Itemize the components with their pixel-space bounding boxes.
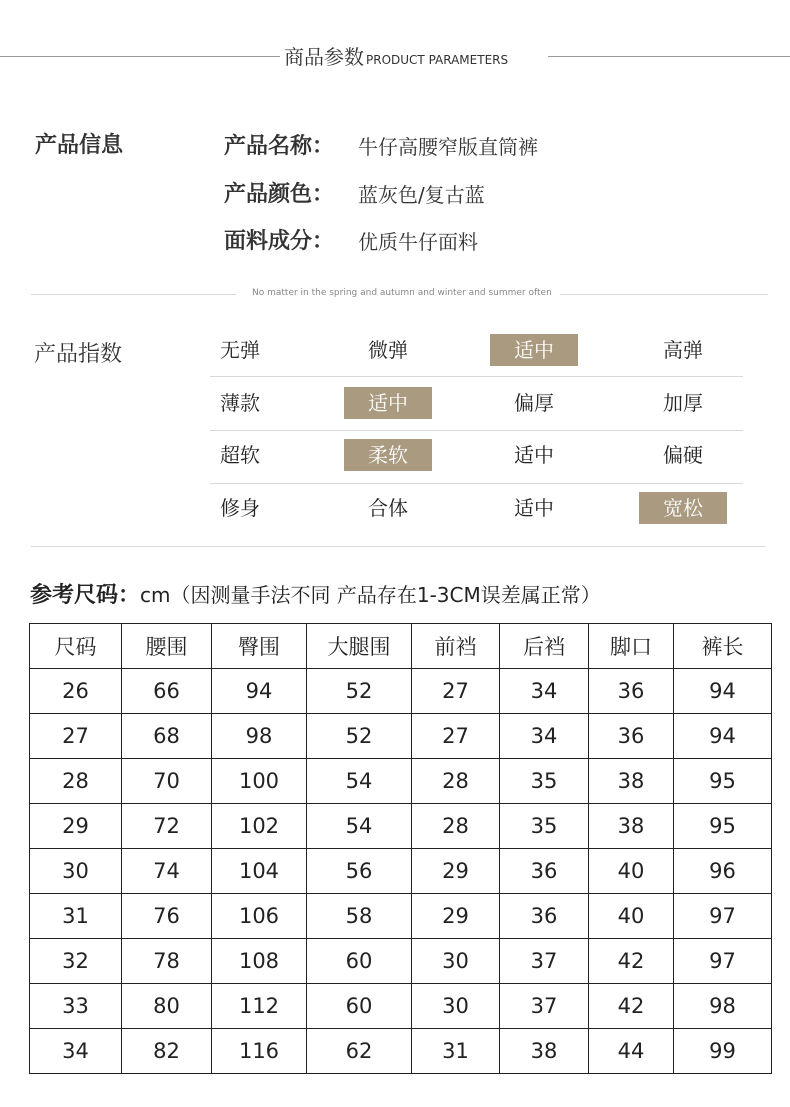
info-value-color: 蓝灰色/复古蓝: [358, 183, 485, 207]
size-table-cell: 98: [674, 984, 772, 1029]
size-table-cell: 31: [30, 894, 122, 939]
size-table-header-cell: 腰围: [122, 624, 212, 669]
index-option: 偏厚: [514, 391, 554, 415]
index-option-selected: 宽松: [639, 492, 727, 524]
index-option-selected: 柔软: [344, 439, 432, 471]
size-table-cell: 27: [412, 714, 500, 759]
index-row-separator: [210, 483, 743, 484]
size-table-cell: 26: [30, 669, 122, 714]
index-option: 无弹: [220, 338, 260, 362]
table-row: [30, 894, 772, 939]
info-label-color: 产品颜色：: [224, 182, 335, 207]
index-option-selected: 适中: [344, 387, 432, 419]
size-table-cell: 27: [412, 669, 500, 714]
size-table-cell: 60: [307, 984, 412, 1029]
index-bottom-rule: [31, 546, 765, 547]
size-table-header: [30, 624, 772, 669]
size-table-header-cell: 尺码: [30, 624, 122, 669]
size-table-cell: 38: [589, 759, 674, 804]
size-table-cell: 33: [30, 984, 122, 1029]
size-table-cell: 60: [307, 939, 412, 984]
size-table-cell: 80: [122, 984, 212, 1029]
size-table-cell: 95: [674, 759, 772, 804]
divider-left: [31, 294, 236, 295]
size-table-cell: 44: [589, 1029, 674, 1074]
size-table-cell: 28: [412, 804, 500, 849]
index-option: 加厚: [663, 391, 703, 415]
size-table-cell: 96: [674, 849, 772, 894]
size-table-cell: 70: [122, 759, 212, 804]
size-table-cell: 52: [307, 669, 412, 714]
size-table-cell: 54: [307, 804, 412, 849]
size-table-cell: 58: [307, 894, 412, 939]
table-row: [30, 759, 772, 804]
size-table-cell: 66: [122, 669, 212, 714]
size-table-cell: 29: [30, 804, 122, 849]
index-option: 适中: [514, 443, 554, 467]
size-table-header-cell: 裤长: [674, 624, 772, 669]
index-option: 合体: [368, 496, 408, 520]
size-table-cell: 74: [122, 849, 212, 894]
size-title: [30, 578, 601, 609]
size-title-note: cm（因测量手法不同 产品存在1-3CM误差属正常）: [140, 583, 601, 607]
size-table-cell: 97: [674, 939, 772, 984]
index-option: 高弹: [663, 338, 703, 362]
size-table-cell: 30: [412, 984, 500, 1029]
table-row: [30, 849, 772, 894]
size-table-cell: 36: [589, 669, 674, 714]
size-table-cell: 100: [212, 759, 307, 804]
size-table-cell: 34: [500, 669, 589, 714]
size-table-cell: 31: [412, 1029, 500, 1074]
size-table-cell: 40: [589, 849, 674, 894]
info-section-title: 产品信息: [35, 133, 124, 158]
size-table-header-cell: 臀围: [212, 624, 307, 669]
size-table-cell: 36: [500, 849, 589, 894]
size-table-cell: 102: [212, 804, 307, 849]
size-table-cell: 98: [212, 714, 307, 759]
size-table-cell: 29: [412, 894, 500, 939]
index-option: 微弹: [368, 338, 408, 362]
size-table-cell: 42: [589, 939, 674, 984]
size-title-label: 参考尺码：: [30, 583, 141, 608]
header-title-cn: 商品参数: [284, 45, 364, 69]
info-value-name: 牛仔高腰窄版直筒裤: [358, 135, 538, 159]
divider-text: No matter in the spring and autumn and winter and summer often: [252, 288, 552, 298]
table-row: [30, 669, 772, 714]
index-option: 适中: [514, 496, 554, 520]
index-row-separator: [210, 376, 743, 377]
size-table-cell: 38: [589, 804, 674, 849]
index-option: 偏硬: [663, 443, 703, 467]
size-table-cell: 78: [122, 939, 212, 984]
size-table-cell: 82: [122, 1029, 212, 1074]
size-table-cell: 36: [589, 714, 674, 759]
size-table-cell: 106: [212, 894, 307, 939]
size-table-cell: 104: [212, 849, 307, 894]
size-table-cell: 54: [307, 759, 412, 804]
size-table-cell: 35: [500, 804, 589, 849]
info-value-fabric: 优质牛仔面料: [358, 230, 478, 254]
size-table-cell: 116: [212, 1029, 307, 1074]
size-table-header-cell: 大腿围: [307, 624, 412, 669]
table-row: [30, 1029, 772, 1074]
table-row: [30, 714, 772, 759]
info-label-fabric: 面料成分：: [224, 229, 335, 254]
size-table-cell: 108: [212, 939, 307, 984]
size-table-cell: 97: [674, 894, 772, 939]
section-header: [284, 41, 508, 70]
size-table-header-cell: 后裆: [500, 624, 589, 669]
size-table-cell: 30: [412, 939, 500, 984]
size-table-cell: 34: [30, 1029, 122, 1074]
size-table-cell: 37: [500, 939, 589, 984]
index-option: 修身: [220, 496, 260, 520]
header-title-en: PRODUCT PARAMETERS: [366, 53, 509, 67]
header-rule-right: [548, 56, 790, 57]
size-table-cell: 52: [307, 714, 412, 759]
size-table-cell: 30: [30, 849, 122, 894]
size-table-header-cell: 前裆: [412, 624, 500, 669]
size-table-cell: 37: [500, 984, 589, 1029]
index-option: 超软: [220, 443, 260, 467]
size-table-cell: 94: [212, 669, 307, 714]
size-table: [29, 623, 772, 1074]
size-table-cell: 94: [674, 714, 772, 759]
size-table-cell: 32: [30, 939, 122, 984]
table-row: [30, 939, 772, 984]
size-table-cell: 27: [30, 714, 122, 759]
size-table-header-cell: 脚口: [589, 624, 674, 669]
table-row: [30, 984, 772, 1029]
size-table-cell: 94: [674, 669, 772, 714]
size-table-cell: 72: [122, 804, 212, 849]
size-table-cell: 95: [674, 804, 772, 849]
divider-right: [560, 294, 768, 295]
size-table-cell: 40: [589, 894, 674, 939]
size-table-cell: 35: [500, 759, 589, 804]
size-table-cell: 34: [500, 714, 589, 759]
index-section-title: 产品指数: [34, 342, 123, 367]
size-table-cell: 28: [30, 759, 122, 804]
header-rule-left: [0, 56, 280, 57]
size-table-cell: 38: [500, 1029, 589, 1074]
size-table-cell: 76: [122, 894, 212, 939]
index-option-selected: 适中: [490, 334, 578, 366]
size-table-cell: 29: [412, 849, 500, 894]
size-table-cell: 56: [307, 849, 412, 894]
size-table-cell: 42: [589, 984, 674, 1029]
table-row: [30, 804, 772, 849]
size-table-cell: 99: [674, 1029, 772, 1074]
size-table-cell: 68: [122, 714, 212, 759]
index-row-separator: [210, 430, 743, 431]
info-label-name: 产品名称：: [224, 134, 335, 159]
size-table-cell: 36: [500, 894, 589, 939]
size-table-cell: 112: [212, 984, 307, 1029]
size-table-cell: 28: [412, 759, 500, 804]
index-option: 薄款: [220, 391, 260, 415]
size-table-cell: 62: [307, 1029, 412, 1074]
